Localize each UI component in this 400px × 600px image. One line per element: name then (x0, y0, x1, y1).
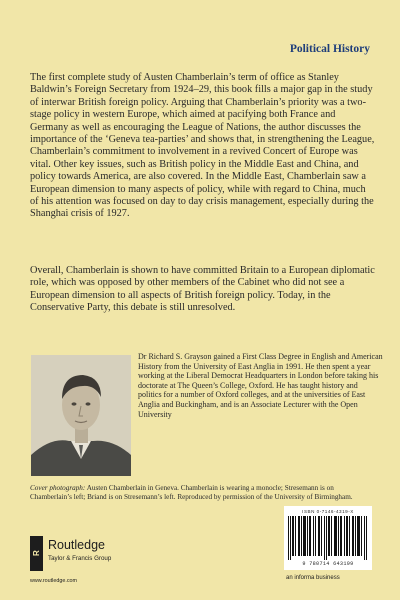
publisher-name: Routledge (48, 538, 105, 552)
isbn-label: ISBN 0-7146-4319-X (302, 509, 354, 514)
barcode-icon (288, 516, 368, 560)
cover-photo-caption (30, 484, 375, 501)
category-heading: Political History (289, 43, 370, 55)
publisher-url: www.routledge.com (30, 578, 78, 584)
author-photo (31, 355, 131, 476)
blurb-paragraph-2: Overall, Chamberlain is shown to have committed Britain to a European diplomatic role, which was opposed by other members of the Cabinet who did not see a European dimension to all aspects of British foreign policy. Today, in the Conservative Party, this debate is still unresolved. (30, 265, 375, 314)
barcode-box (284, 506, 372, 570)
publisher-group: Taylor & Francis Group (48, 555, 112, 562)
publisher-logo (30, 536, 170, 584)
blurb-paragraph-1: The first complete study of Austen Chamberlain’s term of office as Stanley Baldwin’s Foreign Secretary from 1924–29, this book fills a major gap in the study of interwar British foreign policy. Arguing that Chamberlain’s priority was a two-stage policy in western Europe, which aimed at pacifying both France and Germany as well as encouraging the League of Nations, the author discusses the importance of the ‘Geneva tea-parties’ and shows that, in strengthening the League, Chamberlain’s commitment to involvement in a revived Concert of Europe was vital. Other key issues, such as British policy in the Middle East and China, and policy towards America, are also covered. In the Middle East, Chamberlain saw a European dimension to many aspects of policy, while with regard to China, much of his attention was focused on day to day crisis management, especially during the Shanghai crisis of 1927. (30, 72, 375, 220)
caption-text: Austen Chamberlain in Geneva. Chamberlain is wearing a monocle; Stresemann is on Chamberlain’s left; Briand is on Stresemann’s left. Reproduced by permission of the University of Birmingham. (30, 484, 353, 501)
isbn-number: 9 780714 643199 (302, 561, 354, 567)
author-portrait-image (31, 355, 131, 476)
informa-tagline: an informa business (286, 575, 340, 581)
caption-label: Cover photograph: (30, 484, 86, 492)
routledge-mark-icon: R (30, 536, 43, 571)
author-bio: Dr Richard S. Grayson gained a First Class Degree in English and American History from the University of East Anglia in 1991. He then spent a year working at the Liberal Democrat Headquarters in London before taking his doctorate at The Queen’s College, Oxford. He has taught history and politics for a number of Oxford colleges, and at the universities of East Anglia and Buckingham, and is an Associate Lecturer with the Open University (138, 352, 383, 419)
